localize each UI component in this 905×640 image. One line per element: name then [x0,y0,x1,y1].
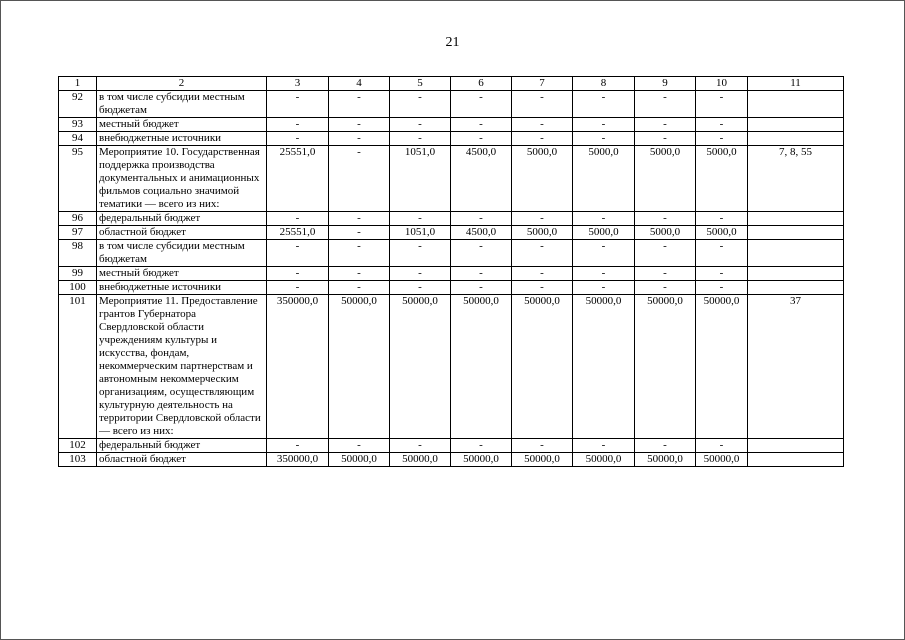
column-header: 1 [59,77,97,91]
target-indicators-cell [748,212,844,226]
row-number: 100 [59,281,97,295]
value-cell: 1051,0 [390,146,451,212]
value-cell: - [451,212,512,226]
row-number: 94 [59,132,97,146]
value-cell: - [267,132,329,146]
table-row [59,439,844,453]
row-number: 103 [59,453,97,467]
value-cell: 50000,0 [512,453,573,467]
table-row [59,118,844,132]
row-name: внебюджетные источники [97,132,267,146]
table-row [59,132,844,146]
value-cell: - [635,281,696,295]
value-cell: - [329,132,390,146]
value-cell: 50000,0 [635,453,696,467]
value-cell: - [696,439,748,453]
value-cell: - [267,240,329,267]
value-cell: 50000,0 [451,295,512,439]
value-cell: - [329,91,390,118]
value-cell: - [512,240,573,267]
value-cell: 5000,0 [512,146,573,212]
value-cell: - [267,118,329,132]
value-cell: 1051,0 [390,226,451,240]
column-header: 8 [573,77,635,91]
value-cell: - [451,439,512,453]
column-header: 4 [329,77,390,91]
value-cell: - [451,281,512,295]
value-cell: 5000,0 [512,226,573,240]
row-number: 102 [59,439,97,453]
value-cell: 50000,0 [329,453,390,467]
value-cell: - [635,439,696,453]
value-cell: - [451,240,512,267]
value-cell: - [267,212,329,226]
value-cell: - [329,118,390,132]
row-name: в том числе субсидии местным бюджетам [97,240,267,267]
value-cell: - [635,118,696,132]
value-cell: - [390,132,451,146]
value-cell: 50000,0 [696,295,748,439]
table-row [59,281,844,295]
value-cell: - [390,439,451,453]
value-cell: 50000,0 [573,295,635,439]
row-name: федеральный бюджет [97,212,267,226]
row-name: Мероприятие 11. Предоставление грантов Губернатора Свердловской области учреждениям культуры и искусства, фондам, некоммерческим партнерствам и автономным некоммерческим организациям, осуществляющим культурную деятельность на территории Свердловской области — всего из них: [97,295,267,439]
row-name: областной бюджет [97,453,267,467]
value-cell: - [696,118,748,132]
value-cell: - [329,281,390,295]
row-name: местный бюджет [97,118,267,132]
row-number: 95 [59,146,97,212]
column-header: 5 [390,77,451,91]
value-cell: 5000,0 [696,146,748,212]
value-cell: - [696,240,748,267]
table-row [59,146,844,212]
value-cell: - [329,439,390,453]
column-header: 2 [97,77,267,91]
value-cell: - [573,91,635,118]
value-cell: - [635,91,696,118]
row-number: 101 [59,295,97,439]
table-row [59,226,844,240]
value-cell: - [390,91,451,118]
value-cell: - [451,118,512,132]
column-header: 7 [512,77,573,91]
target-indicators-cell [748,132,844,146]
value-cell: 50000,0 [573,453,635,467]
target-indicators-cell [748,226,844,240]
value-cell: - [512,132,573,146]
value-cell: - [635,240,696,267]
column-header: 10 [696,77,748,91]
value-cell: 25551,0 [267,146,329,212]
value-cell: 50000,0 [329,295,390,439]
value-cell: - [512,439,573,453]
column-number-row [59,77,844,91]
column-header: 9 [635,77,696,91]
value-cell: - [329,226,390,240]
value-cell: - [573,118,635,132]
row-name: местный бюджет [97,267,267,281]
value-cell: - [635,212,696,226]
row-number: 99 [59,267,97,281]
value-cell: 4500,0 [451,146,512,212]
value-cell: - [390,240,451,267]
value-cell: - [329,146,390,212]
value-cell: 50000,0 [635,295,696,439]
table-row [59,267,844,281]
target-indicators-cell [748,240,844,267]
value-cell: 50000,0 [696,453,748,467]
value-cell: 5000,0 [573,146,635,212]
table-row [59,212,844,226]
value-cell: - [512,118,573,132]
column-header: 3 [267,77,329,91]
value-cell: - [573,212,635,226]
value-cell: - [267,281,329,295]
table-row [59,240,844,267]
row-name: в том числе субсидии местным бюджетам [97,91,267,118]
value-cell: - [390,118,451,132]
row-name: Мероприятие 10. Государственная поддержка производства документальных и анимационных фильмов социально значимой тематики — всего из них: [97,146,267,212]
value-cell: - [451,91,512,118]
value-cell: - [329,212,390,226]
table-row [59,453,844,467]
target-indicators-cell: 37 [748,295,844,439]
table-row [59,295,844,439]
value-cell: - [696,267,748,281]
value-cell: - [390,281,451,295]
target-indicators-cell [748,439,844,453]
value-cell: 5000,0 [573,226,635,240]
value-cell: - [512,267,573,281]
column-header: 11 [748,77,844,91]
value-cell: - [267,267,329,281]
column-header: 6 [451,77,512,91]
value-cell: 25551,0 [267,226,329,240]
value-cell: - [329,267,390,281]
page-number: 21 [445,35,460,50]
target-indicators-cell [748,91,844,118]
value-cell: - [573,439,635,453]
target-indicators-cell: 7, 8, 55 [748,146,844,212]
value-cell: - [635,267,696,281]
value-cell: - [696,281,748,295]
target-indicators-cell [748,453,844,467]
value-cell: 5000,0 [635,146,696,212]
value-cell: - [696,91,748,118]
row-number: 97 [59,226,97,240]
value-cell: - [573,240,635,267]
value-cell: 50000,0 [390,453,451,467]
row-name: внебюджетные источники [97,281,267,295]
row-number: 92 [59,91,97,118]
value-cell: 50000,0 [451,453,512,467]
table-body [59,91,844,467]
table-header [59,77,844,91]
value-cell: - [267,91,329,118]
value-cell: 50000,0 [390,295,451,439]
value-cell: - [573,267,635,281]
value-cell: 50000,0 [512,295,573,439]
value-cell: - [512,91,573,118]
row-number: 93 [59,118,97,132]
value-cell: - [451,132,512,146]
target-indicators-cell [748,118,844,132]
value-cell: - [512,212,573,226]
row-name: федеральный бюджет [97,439,267,453]
value-cell: - [390,212,451,226]
value-cell: - [267,439,329,453]
budget-table [58,76,844,467]
value-cell: 350000,0 [267,295,329,439]
value-cell: - [696,132,748,146]
row-name: областной бюджет [97,226,267,240]
value-cell: 5000,0 [635,226,696,240]
value-cell: 350000,0 [267,453,329,467]
value-cell: - [390,267,451,281]
value-cell: 5000,0 [696,226,748,240]
value-cell: - [512,281,573,295]
row-number: 98 [59,240,97,267]
value-cell: - [635,132,696,146]
value-cell: 4500,0 [451,226,512,240]
value-cell: - [573,132,635,146]
table-row [59,91,844,118]
target-indicators-cell [748,267,844,281]
row-number: 96 [59,212,97,226]
value-cell: - [329,240,390,267]
value-cell: - [451,267,512,281]
value-cell: - [696,212,748,226]
value-cell: - [573,281,635,295]
target-indicators-cell [748,281,844,295]
